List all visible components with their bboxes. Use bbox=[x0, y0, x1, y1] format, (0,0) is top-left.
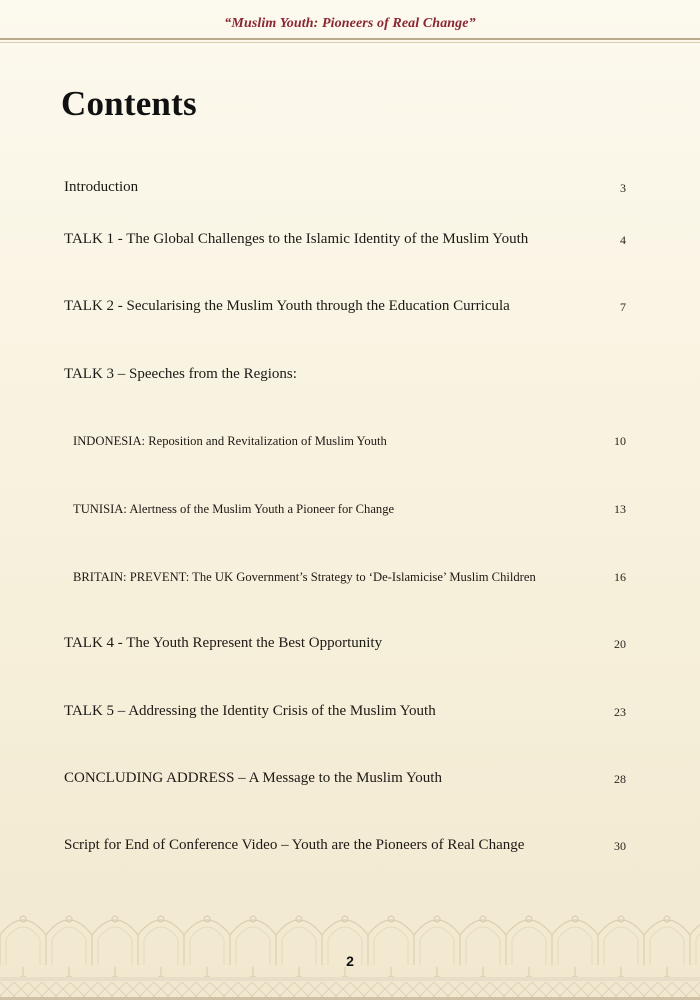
toc-entry[interactable] bbox=[0, 298, 700, 322]
toc-entry-label: TALK 1 - The Global Challenges to the Islamic Identity of the Muslim Youth bbox=[64, 231, 529, 247]
toc-subentry[interactable] bbox=[0, 501, 700, 525]
toc-entry-page: 10 bbox=[614, 434, 626, 448]
page-title: Contents bbox=[61, 84, 197, 123]
toc-entry-page: 4 bbox=[620, 233, 626, 247]
toc-entry[interactable] bbox=[0, 703, 700, 727]
toc-entry-page: 20 bbox=[614, 637, 626, 651]
toc-entry-label: BRITAIN: PREVENT: The UK Government’s Strategy to ‘De-Islamicise’ Muslim Children bbox=[73, 570, 536, 584]
running-header bbox=[0, 0, 700, 38]
page-number: 2 bbox=[346, 953, 354, 969]
header-rule-thin bbox=[0, 42, 700, 43]
toc-entry[interactable] bbox=[0, 231, 700, 255]
toc-entry[interactable] bbox=[0, 837, 700, 861]
toc-entry-label: TALK 5 – Addressing the Identity Crisis of the Muslim Youth bbox=[64, 703, 436, 719]
header-rule bbox=[0, 38, 700, 40]
toc-entry-page: 3 bbox=[620, 181, 626, 195]
toc-entry-page: 23 bbox=[614, 705, 626, 719]
toc-entry[interactable] bbox=[0, 770, 700, 794]
toc-entry-page: 7 bbox=[620, 300, 626, 314]
toc-entry[interactable] bbox=[0, 635, 700, 659]
toc-entry-label: TUNISIA: Alertness of the Muslim Youth a Pioneer for Change bbox=[73, 502, 395, 516]
toc-entry-label: Introduction bbox=[64, 179, 139, 195]
toc-entry-label: TALK 2 - Secularising the Muslim Youth through the Education Curricula bbox=[64, 298, 510, 314]
toc-subentry[interactable] bbox=[0, 569, 700, 593]
toc-entry-label: TALK 3 – Speeches from the Regions: bbox=[64, 366, 297, 382]
running-header-title: “Muslim Youth: Pioneers of Real Change” bbox=[224, 16, 476, 31]
toc-entry-label: CONCLUDING ADDRESS – A Message to the Muslim Youth bbox=[64, 770, 442, 786]
toc-entry-label: Script for End of Conference Video – Youth are the Pioneers of Real Change bbox=[64, 837, 525, 853]
toc-section-heading[interactable] bbox=[0, 366, 700, 390]
toc-subentry[interactable] bbox=[0, 433, 700, 457]
toc-entry-label: TALK 4 - The Youth Represent the Best Opportunity bbox=[64, 635, 383, 651]
toc-entry-page: 28 bbox=[614, 772, 626, 786]
toc-entry-page: 16 bbox=[614, 570, 626, 584]
toc-entry[interactable] bbox=[0, 179, 700, 203]
toc-entry-page: 13 bbox=[614, 502, 626, 516]
toc-entry-label: INDONESIA: Reposition and Revitalization of Muslim Youth bbox=[73, 434, 387, 448]
toc-entry-page: 30 bbox=[614, 839, 626, 853]
